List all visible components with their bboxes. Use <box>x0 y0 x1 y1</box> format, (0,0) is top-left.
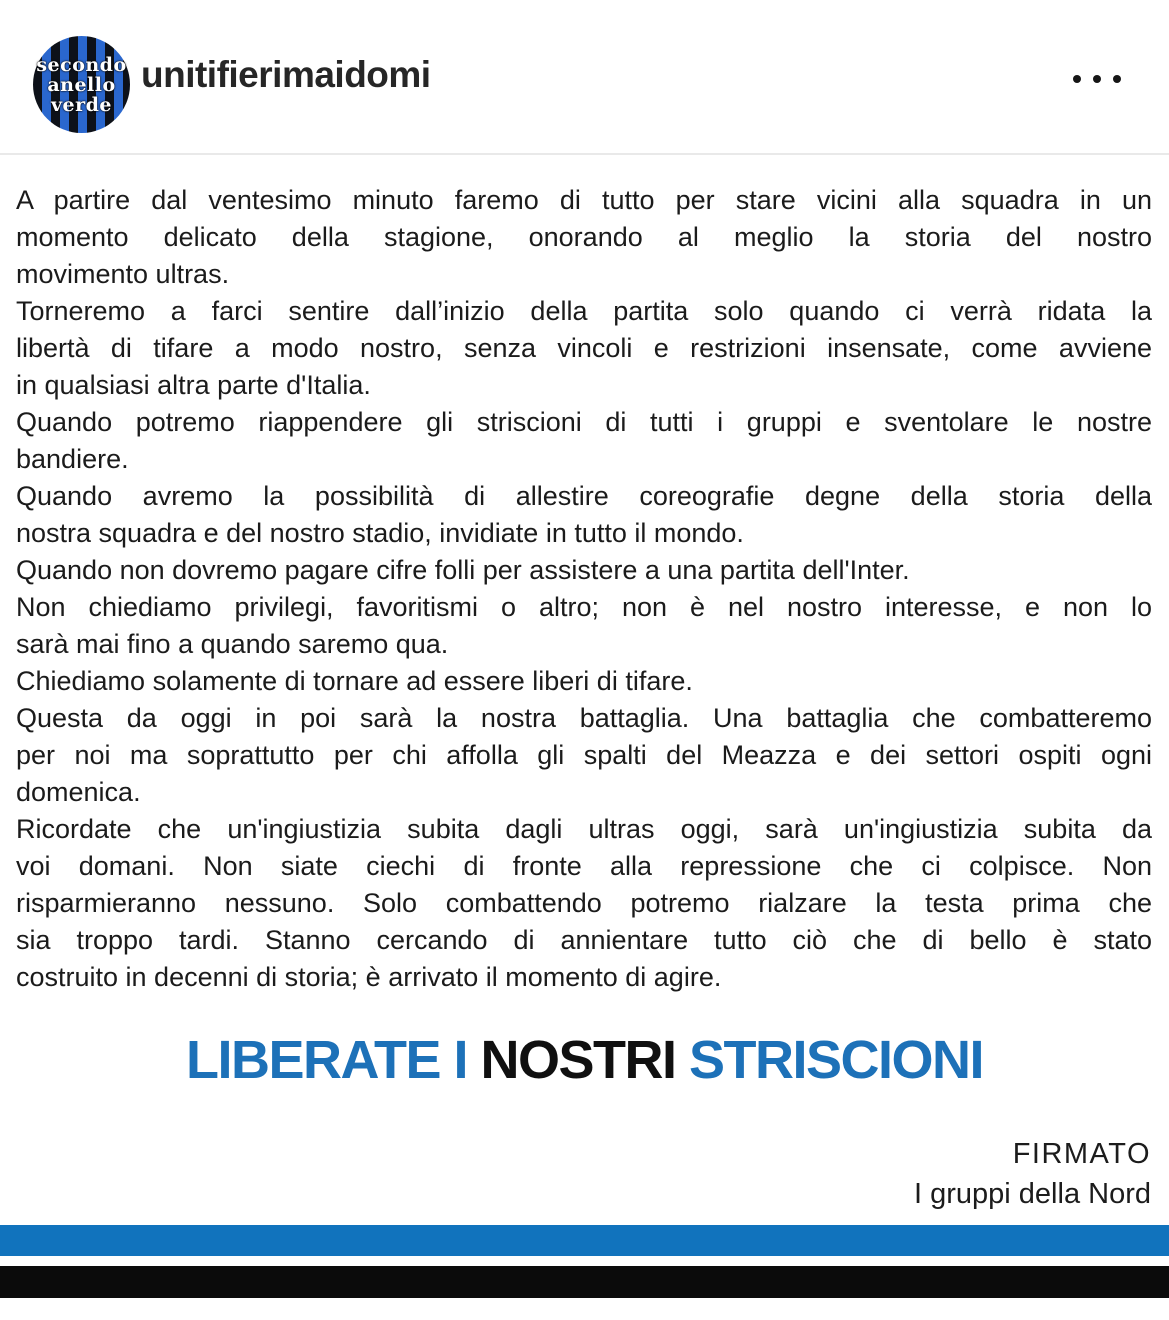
body-line: nostra squadra e del nostro stadio, invidiate in tutto il mondo. <box>16 518 744 548</box>
avatar-text-line: secondo <box>36 53 127 76</box>
body-line: Quando potremo riappendere gli striscioni di tutti i gruppi e sventolare le nostre <box>16 407 1152 437</box>
body-line: per noi ma soprattutto per chi affolla gli spalti del Meazza e dei settori ospiti ogni <box>16 740 1152 770</box>
footer-stripe-black <box>0 1266 1169 1298</box>
body-line: costruito in decenni di storia; è arrivato il momento di agire. <box>16 962 722 992</box>
body-line: sarà mai fino a quando saremo qua. <box>16 629 449 659</box>
body-line: Ricordate che un'ingiustizia subita dagli ultras oggi, sarà un'ingiustizia subita da <box>16 814 1152 844</box>
dot <box>1093 75 1101 83</box>
headline-segment: NOSTRI <box>480 1030 689 1090</box>
body-line: Non chiediamo privilegi, favoritismi o altro; non è nel nostro interesse, e non lo <box>16 592 1152 622</box>
body-line: voi domani. Non siate ciechi di fronte alla repressione che ci colpisce. Non <box>16 851 1152 881</box>
body-line: Questa da oggi in poi sarà la nostra battaglia. Una battaglia che combatteremo <box>16 703 1152 733</box>
signature-groups: I gruppi della Nord <box>914 1178 1151 1210</box>
avatar-text-line: anello <box>47 73 116 96</box>
profile-avatar[interactable] <box>33 36 130 133</box>
body-text <box>16 182 1152 996</box>
body-line: Quando avremo la possibilità di allestire coreografie degne della storia della <box>16 481 1152 511</box>
body-line: momento delicato della stagione, onorando al meglio la storia del nostro <box>16 222 1152 252</box>
body-line: risparmieranno nessuno. Solo combattendo potremo rialzare la testa prima che <box>16 888 1152 918</box>
body-line: libertà di tifare a modo nostro, senza vincoli e restrizioni insensate, come avviene <box>16 333 1152 363</box>
signature <box>914 1134 1151 1214</box>
body-line: domenica. <box>16 777 141 807</box>
avatar-text-line: verde <box>50 93 112 116</box>
more-options-icon[interactable] <box>1069 71 1125 87</box>
body-line: Chiediamo solamente di tornare ad essere liberi di tifare. <box>16 666 693 696</box>
body-line: sia troppo tardi. Stanno cercando di annientare tutto ciò che di bello è stato <box>16 925 1152 955</box>
body-line: Torneremo a farci sentire dall’inizio della partita solo quando ci verrà ridata la <box>16 296 1152 326</box>
headline <box>0 1028 1169 1092</box>
body-line: movimento ultras. <box>16 259 230 289</box>
footer-stripe-blue <box>0 1225 1169 1256</box>
signature-firmato: FIRMATO <box>1012 1138 1151 1170</box>
headline-segment: LIBERATE I <box>185 1030 481 1090</box>
post-header <box>0 0 1169 153</box>
header-divider <box>0 153 1169 155</box>
body-line: in qualsiasi altra parte d'Italia. <box>16 370 371 400</box>
body-line: A partire dal ventesimo minuto faremo di tutto per stare vicini alla squadra in un <box>16 185 1152 215</box>
body-line: Quando non dovremo pagare cifre folli per assistere a una partita dell'Inter. <box>16 555 910 585</box>
headline-segment: STRISCIONI <box>689 1030 984 1090</box>
dot <box>1073 75 1081 83</box>
body-line: bandiere. <box>16 444 129 474</box>
dot <box>1113 75 1121 83</box>
username-link[interactable]: unitifierimaidomi <box>141 54 431 95</box>
